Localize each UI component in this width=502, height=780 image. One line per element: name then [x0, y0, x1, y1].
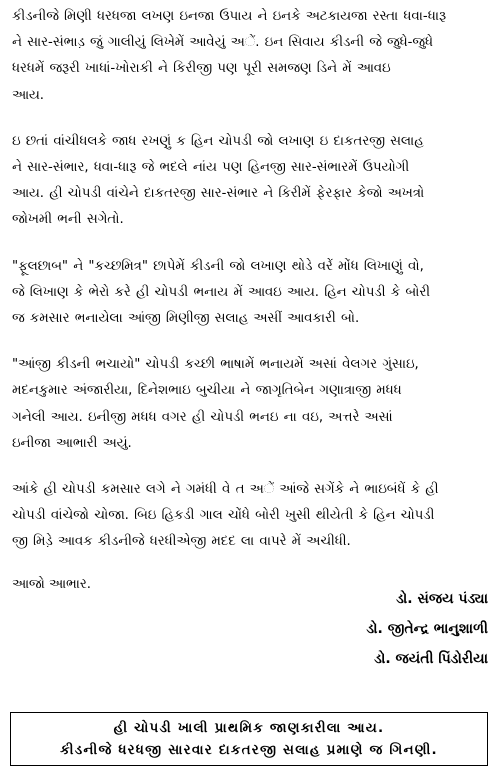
paragraph-line: આય. [12, 87, 45, 103]
paragraph-line: ને સાર-સંભાડ઼ જું ગાલીયું લિખેમેં આવેયું અેં. ઇન સિવાય કીડની જે જુધે-જુધે [12, 35, 433, 51]
paragraph-line: જ કમસાર ભનાયેલા આંજી મિણીજી સલાહ અસીં આવકારી બો. [12, 311, 360, 327]
signature-name: ડો. જીતેન્દ્ર ભાનુશાળી [366, 621, 488, 637]
paragraph-line: જોખમી ભની સગેતો. [12, 212, 124, 228]
disclaimer-box [10, 712, 488, 766]
paragraph-line: આંકે હી ચોપડી કમસાર લગે ને ગમંધી વે ત અેં આંજે સગેંકે ને ભાઇબંધેં કે હી [12, 482, 439, 498]
paragraph-disclaimer [12, 129, 494, 234]
paragraph-sources [12, 254, 494, 333]
paragraph-line: ને સાર-સંભાર, ધવા-ધારૂ જે ભદલે નાંય પણ હિનજી સાર-સંભારમેં ઉપયોગી [12, 160, 410, 176]
signature-block [366, 584, 488, 674]
disclaimer-line: કીડનીજે ધરધજી સારવાર દાકતરજી સલાહ પ્રમાણે જ ગિનણી. [60, 742, 438, 758]
paragraph-line: "ફૂલછાબ" ને "કચ્છમિત્ર" છાપેમેં કીડની જો લખાણ થોડે વરેં મોંધ લિખાણું વો, [12, 258, 424, 274]
paragraph-line: ચોપડી વાંચેજો ચોજા. બિઇ હિકડી ગાલ ચોંધે બોરી ખુસી થીયેતી કે હિન ચોપડી [12, 508, 435, 524]
paragraph-line: જી મિડ઼ે આવક કીડનીજે ધરધીએજી મદદ લા વાપરે મેં અચીધી. [12, 534, 351, 550]
disclaimer-line: હી ચોપડી ખાલી પ્રાથમિક જાણકારીલા આય. [113, 720, 385, 736]
paragraph-line: કીડનીજે મિણી ધરધજા લખણ ઇનજા ઉપાય ને ઇનકે અટકાયજા રસ્તા ધવા-ધારૂ [12, 9, 447, 24]
document-body [12, 4, 494, 598]
paragraph-line: ઇનીજા આભારી અયું. [12, 435, 132, 451]
paragraph-line: મદનકુમાર અંજારીયા, દિનેશભાઇ બુચીયા ને જાગૃતિબેન ગણાત્રાજી મધધ [12, 383, 402, 399]
paragraph-request [12, 477, 494, 556]
paragraph-line: "આંજી કીડની ભચાયો" ચોપડી કચ્છી ભાષામેં ભનાયમેં અસાં વેલગર ગુંસાઇ, [12, 357, 419, 373]
paragraph-line: જે લિખાણ કે ભેરો કરે હી ચોપડી ભનાય મેં આવઇ આય. હિન ચોપડી કે બોરી [12, 284, 431, 300]
closing-greeting: આજો આભાર. [12, 576, 91, 592]
signature-name: ડો. સંજય પંડ્યા [396, 591, 488, 607]
signature-name: ડો. જયંતી પિંડોરીયા [374, 651, 488, 667]
paragraph-line: ગનેલી આય. ઇનીજી મધધ વગર હી ચોપડી ભનઇ ના વઇ, અત્તરે અસાં [12, 409, 393, 425]
paragraph-line: ઇ છતાં વાંચીધલકે જાધ રખણું ક હિન ચોપડી જો લખાણ ઇ દાકતરજી સલાહ [12, 133, 424, 149]
paragraph-line: ધરધમેં જરૂરી ખાધાં-ખોરાકી ને કિરીજી પણ પૂરી સમજણ ડિને મેં આવઇ [12, 61, 391, 77]
paragraph-acknowledgements [12, 352, 494, 457]
paragraph-line: આય. હી ચોપડી વાંચેને દાકતરજી સાર-સંભાર ને કિરીમેં ફેરફાર કેજો અખત્રો [12, 186, 425, 202]
paragraph-intro [12, 4, 494, 109]
